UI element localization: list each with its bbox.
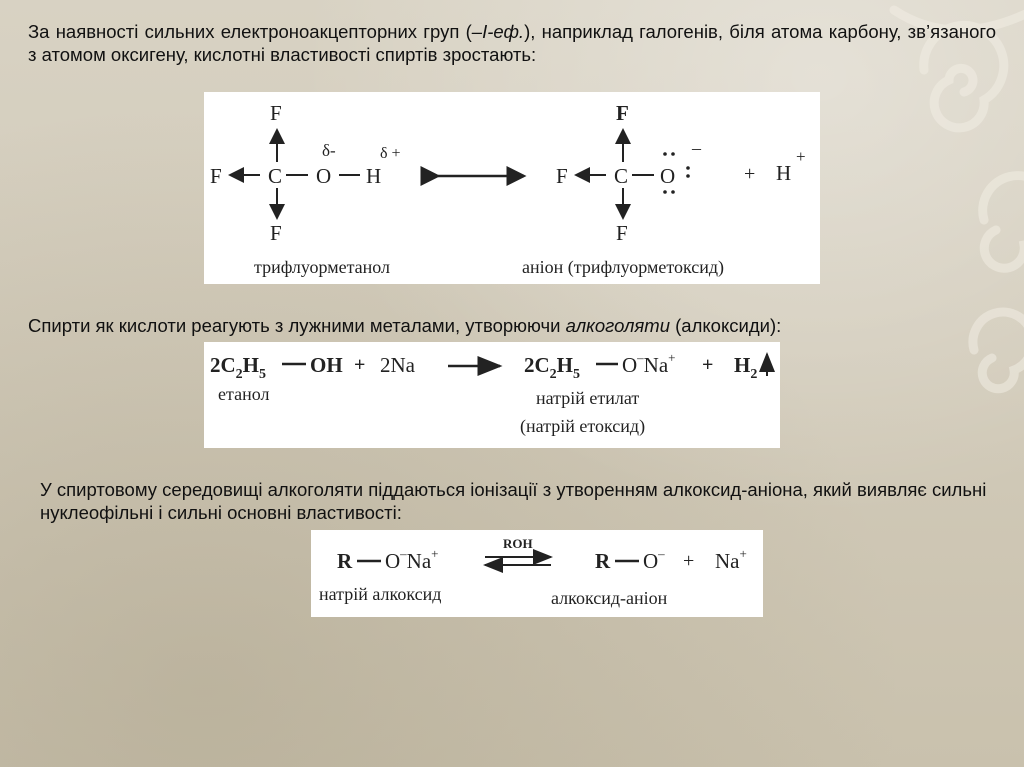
right-molecule-name: аніон (трифлуорметоксид) bbox=[522, 257, 725, 277]
right-o-charge: – bbox=[692, 138, 701, 158]
reactant-oh: OH bbox=[310, 353, 343, 377]
p2-text-em: алкоголяти bbox=[565, 315, 670, 336]
product-o-na: O–Na+ bbox=[622, 350, 676, 377]
left-f-bottom: F bbox=[270, 221, 282, 245]
plus-sign: + bbox=[683, 550, 695, 572]
right-name: алкоксид-аніон bbox=[551, 588, 668, 608]
reactant-sodium: 2Na bbox=[380, 353, 415, 377]
left-c: C bbox=[268, 164, 283, 188]
right-f-top: F bbox=[616, 101, 629, 125]
paragraph-alkali-metals bbox=[28, 314, 988, 337]
paragraph-ionization: У спиртовому середовищі алкоголяти піддаються іонізації з утворенням алкоксид-аніона, який виявляє сильні нуклеофільні і сильні основні властивості: bbox=[40, 479, 987, 523]
paragraph-halogen-effect bbox=[28, 20, 996, 66]
product-ethoxide-formula: $2C_2H_5$ bbox=[524, 353, 581, 382]
product-name-line1: натрій етилат bbox=[536, 388, 640, 408]
right-c: C bbox=[614, 164, 629, 188]
p1-text-after: ), наприклад галогенів, біля атома карбону, зв’язаного з атомом оксигену, кислотні властивості спиртів зростають: bbox=[28, 21, 997, 65]
right-o: O– bbox=[643, 546, 665, 573]
plus-2: + bbox=[702, 354, 714, 376]
right-f-left: F bbox=[556, 164, 568, 188]
left-r: R bbox=[337, 549, 353, 573]
scheme-alkoxide-ionization-drawing bbox=[311, 530, 763, 617]
left-o-na: O–Na+ bbox=[385, 546, 439, 573]
left-delta-plus: δ + bbox=[380, 145, 401, 162]
left-o: O bbox=[316, 164, 332, 188]
scheme-trifluoromethanol bbox=[204, 92, 820, 284]
p1-text-em: –І-еф. bbox=[471, 21, 525, 42]
product-name-line2: (натрій етоксид) bbox=[520, 416, 646, 436]
right-r: R bbox=[595, 549, 611, 573]
p2-text-before: Спирти як кислоти реагують з лужними металами, утворюючи bbox=[28, 315, 566, 336]
reactant-name: етанол bbox=[218, 384, 270, 404]
right-plus: + bbox=[744, 163, 756, 185]
p1-text-before: За наявності сильних електроноакцепторних груп ( bbox=[28, 21, 472, 42]
solvent-label: ROH bbox=[503, 536, 533, 551]
left-f-top: F bbox=[270, 101, 282, 125]
scheme-trifluoromethanol-drawing bbox=[204, 92, 820, 284]
left-molecule-name: трифлуорметанол bbox=[254, 257, 391, 277]
p2-text-after: (алкоксиди): bbox=[669, 315, 782, 336]
right-f-bottom: F bbox=[616, 221, 628, 245]
scheme-alkoxide-ionization bbox=[311, 530, 763, 617]
left-h: H bbox=[366, 164, 382, 188]
left-f-left: F bbox=[210, 164, 222, 188]
right-proton: H bbox=[776, 161, 792, 185]
reactant-ethanol-formula: $2C_2H_5$ bbox=[210, 353, 267, 382]
scheme-ethanol-sodium bbox=[204, 342, 780, 448]
right-proton-charge: + bbox=[796, 147, 806, 166]
right-na: Na+ bbox=[715, 546, 747, 573]
scheme-ethanol-sodium-drawing bbox=[204, 342, 780, 448]
product-hydrogen: $H_2$ bbox=[734, 353, 758, 382]
left-delta-minus: δ- bbox=[322, 141, 336, 160]
right-o: O bbox=[660, 164, 676, 188]
left-name: натрій алкоксид bbox=[319, 584, 442, 604]
plus-1: + bbox=[354, 354, 366, 376]
